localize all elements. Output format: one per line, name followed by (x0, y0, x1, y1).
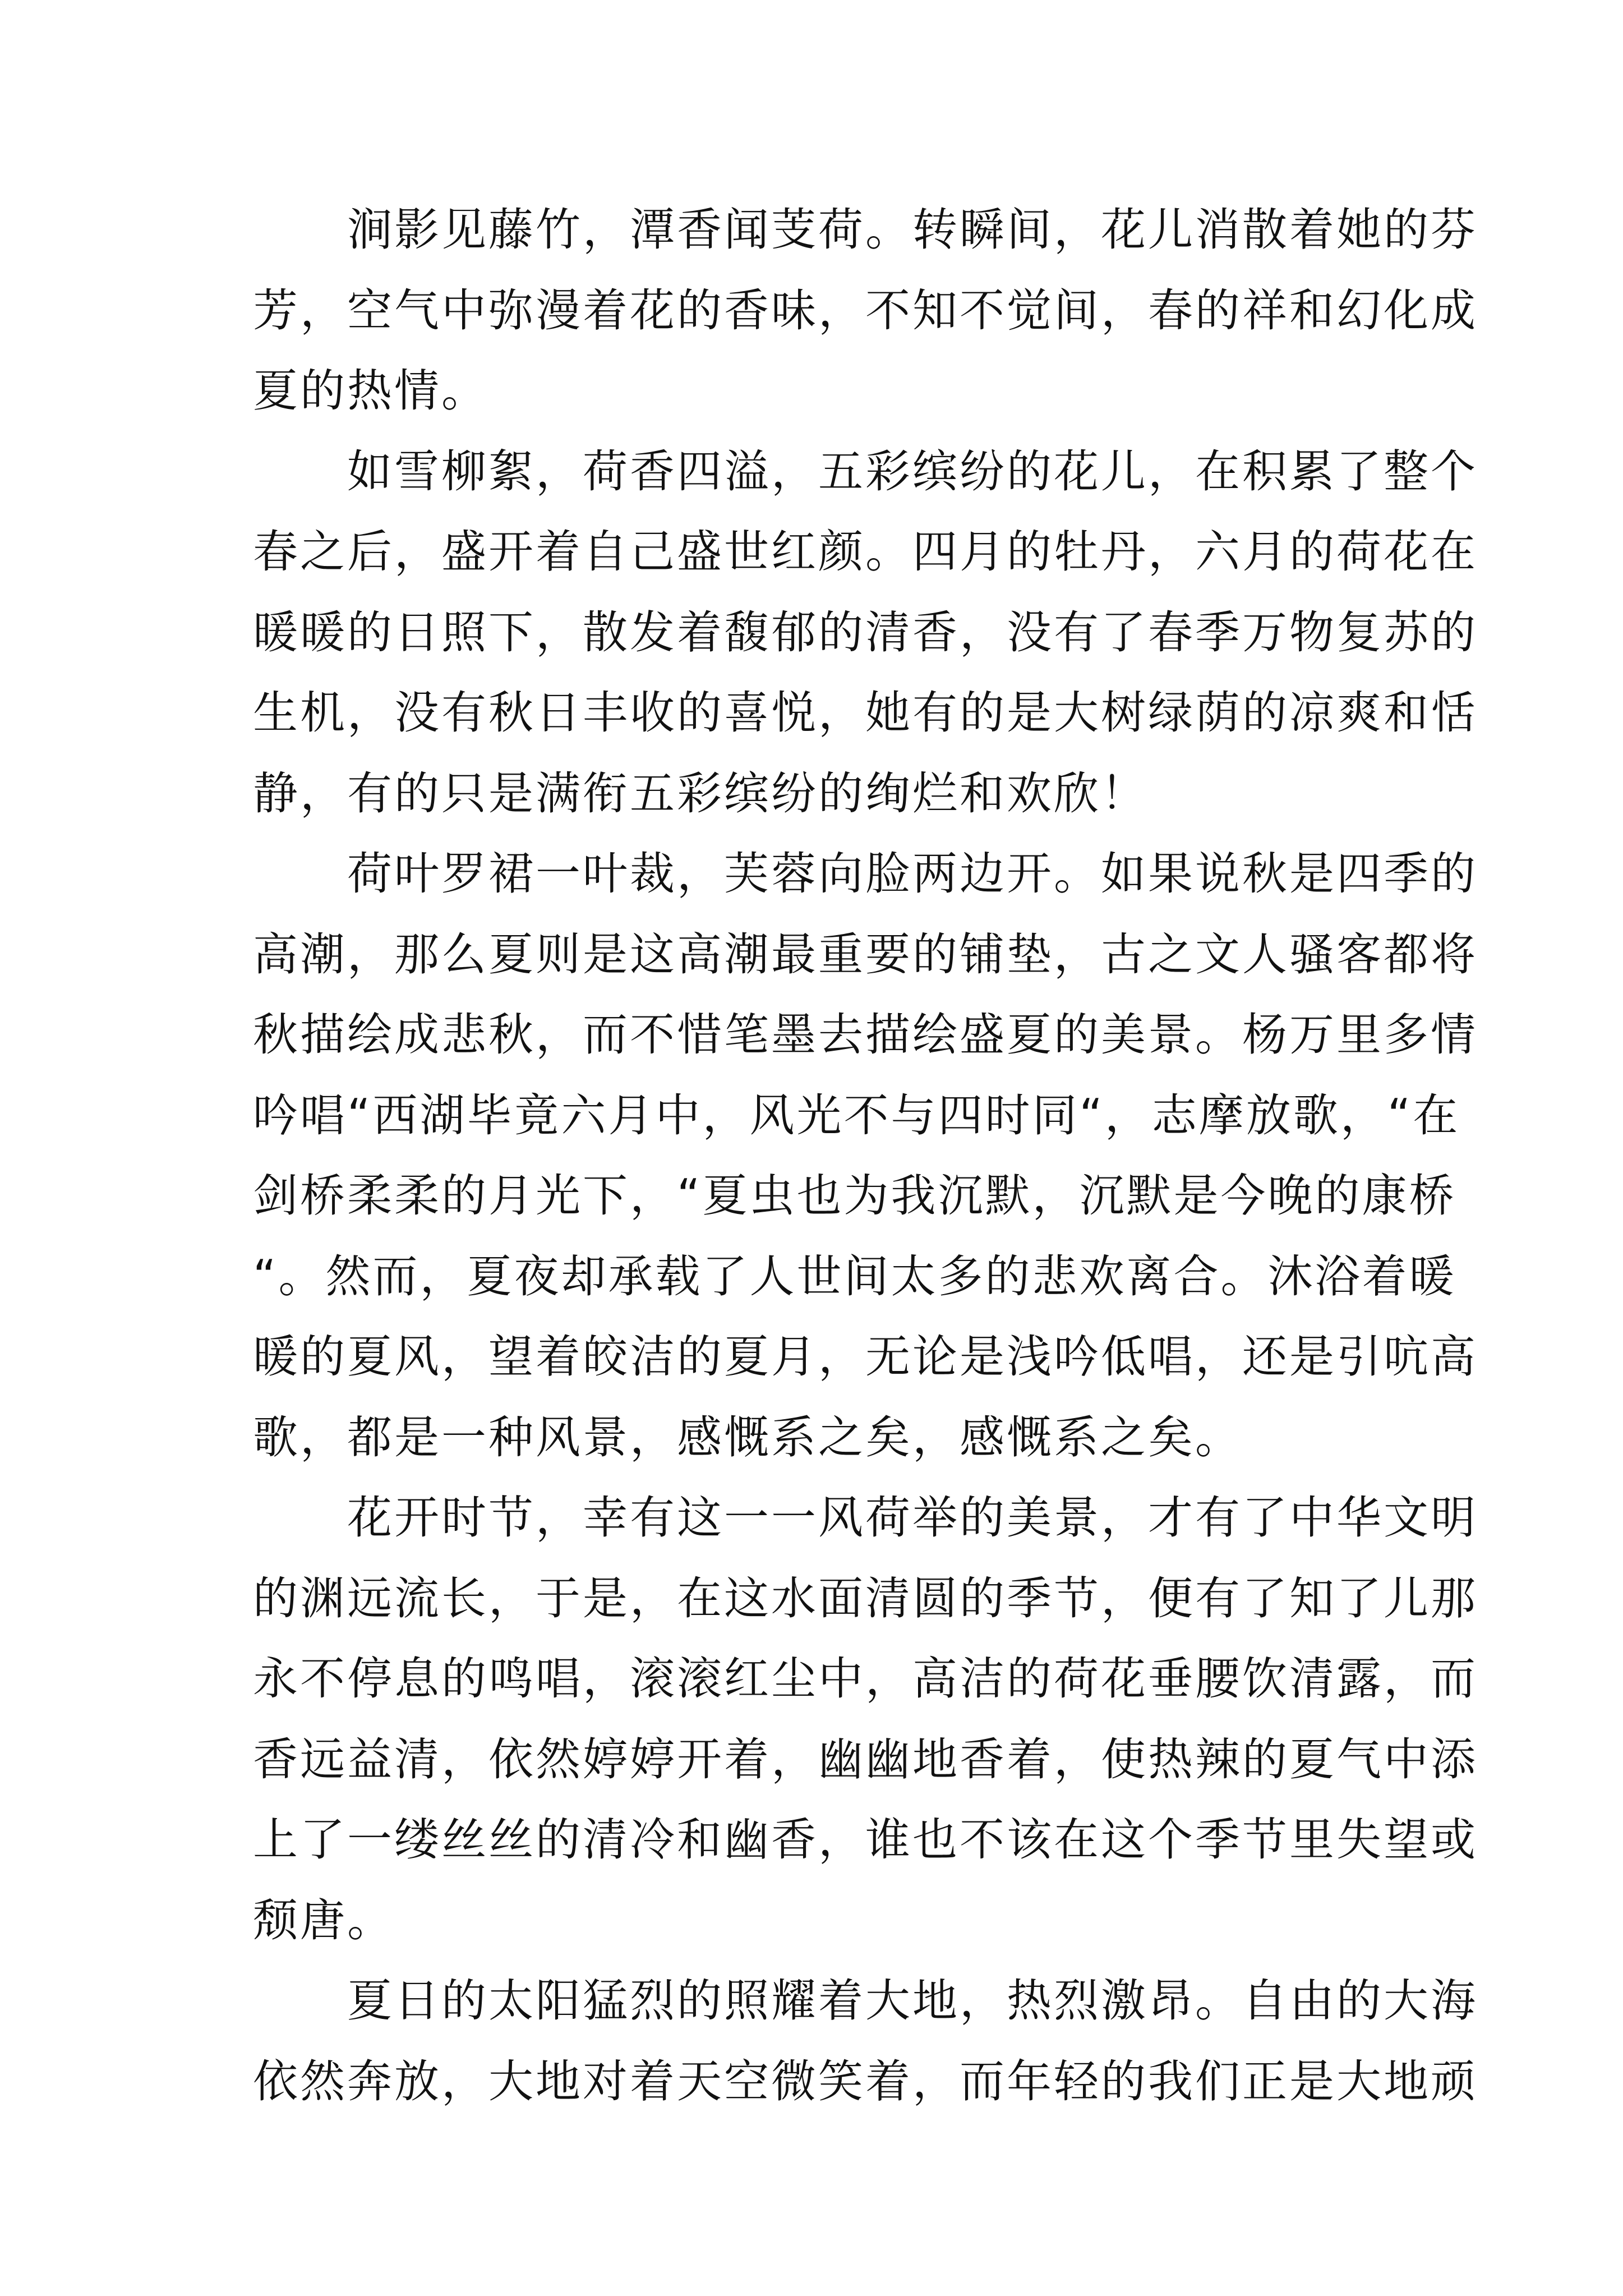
text-line: 芳，空气中弥漫着花的香味，不知不觉间，春的祥和幻化成 (253, 284, 1478, 337)
text-line: 秋描绘成悲秋，而不惜笔墨去描绘盛夏的美景。杨万里多情 (253, 1009, 1478, 1061)
text-line: 生机，没有秋日丰收的喜悦，她有的是大树绿荫的凉爽和恬 (253, 687, 1478, 739)
text-line: 歌，都是一种风景，感慨系之矣，感慨系之矣。 (253, 1411, 1242, 1464)
text-line: 花开时节，幸有这一一风荷举的美景，才有了中华文明 (253, 1492, 1478, 1544)
text-line: “。然而，夏夜却承载了人世间太多的悲欢离合。沐浴着暖 (253, 1250, 1456, 1303)
text-line: 暖的夏风，望着皎洁的夏月，无论是浅吟低唱，还是引吭高 (253, 1331, 1478, 1383)
text-line: 暖暖的日照下，散发着馥郁的清香，没有了春季万物复苏的 (253, 606, 1478, 659)
text-line: 剑桥柔柔的月光下，“夏虫也为我沉默，沉默是今晚的康桥 (253, 1170, 1456, 1222)
text-line: 上了一缕丝丝的清冷和幽香，谁也不该在这个季节里失望或 (253, 1814, 1478, 1866)
text-line: 春之后，盛开着自己盛世红颜。四月的牡丹，六月的荷花在 (253, 526, 1478, 578)
text-line: 颓唐。 (253, 1894, 394, 1947)
text-line: 吟唱“西湖毕竟六月中，风光不与四时同“，志摩放歌，“在 (253, 1089, 1460, 1142)
body-text (253, 190, 1478, 2122)
text-line: 夏日的太阳猛烈的照耀着大地，热烈激昂。自由的大海 (253, 1975, 1478, 2027)
text-line: 依然奔放，大地对着天空微笑着，而年轻的我们正是大地顽 (253, 2055, 1478, 2108)
text-line: 夏的热情。 (253, 365, 488, 417)
text-line: 静，有的只是满衔五彩缤纷的绚烂和欢欣！ (253, 767, 1148, 820)
text-line: 荷叶罗裙一叶裁，芙蓉向脸两边开。如果说秋是四季的 (253, 848, 1478, 900)
text-line: 永不停息的鸣唱，滚滚红尘中，高洁的荷花垂腰饮清露，而 (253, 1653, 1478, 1705)
text-line: 高潮，那么夏则是这高潮最重要的铺垫，古之文人骚客都将 (253, 928, 1478, 981)
text-line: 香远益清，依然婷婷开着，幽幽地香着，使热辣的夏气中添 (253, 1733, 1478, 1786)
text-line: 涧影见藤竹，潭香闻芰荷。转瞬间，花儿消散着她的芬 (253, 204, 1478, 256)
text-line: 如雪柳絮，荷香四溢，五彩缤纷的花儿，在积累了整个 (253, 445, 1478, 498)
text-line: 的渊远流长，于是，在这水面清圆的季节，便有了知了儿那 (253, 1572, 1478, 1625)
